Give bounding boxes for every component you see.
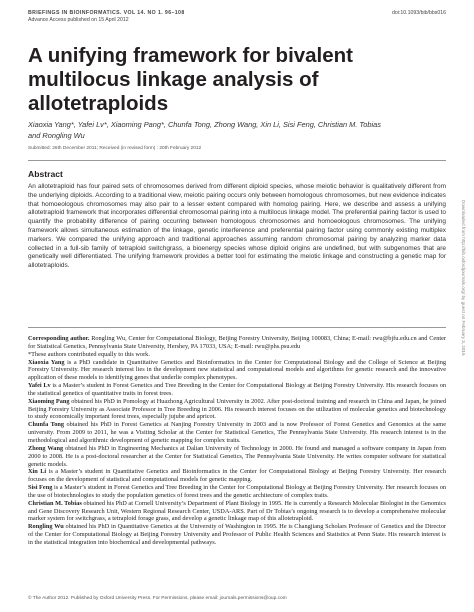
note-equal-contribution bbox=[28, 351, 446, 359]
abstract-heading: Abstract bbox=[28, 169, 63, 179]
note-bio bbox=[28, 523, 446, 547]
note-name: Zhong Wang bbox=[28, 444, 64, 452]
note-text: is a PhD candidate in Quantitative Genetics and Bioinformatics in the Center for Computational Biology and the College of Science at Beijing Forestry University. Her research interest lies in the development new statistical and computational models and algorithms for genetic research and the innovative application of these models to identifying genes that underlie complex phenotypes. bbox=[28, 358, 446, 382]
running-header bbox=[28, 10, 446, 24]
note-name: Chunfa Tong bbox=[28, 421, 65, 429]
note-name: Christian M. Tobias bbox=[28, 499, 82, 507]
note-bio bbox=[28, 484, 446, 500]
note-bio bbox=[28, 500, 446, 524]
note-text: Rongling Wu, Center for Computational Biology, Beijing Forestry University, Beijing 100083, China; E-mail: rwu@bjfu.edu.cn and Center for Statistical Genetics, Pennsylvania State University, Hershey, PA 17033, USA; E-mail: rwu@phs.psu.edu bbox=[28, 335, 446, 350]
note-bio bbox=[28, 421, 446, 445]
note-bio bbox=[28, 445, 446, 469]
note-name: Xin Li bbox=[28, 468, 47, 476]
submission-dates: Submitted: 26th December 2011; Received (in revised form) : 20th February 2012 bbox=[28, 146, 202, 151]
journal-citation: BRIEFINGS IN BIOINFORMATICS. VOL 14. NO 1. 96–108 bbox=[28, 10, 185, 16]
note-name: Yafei Lv bbox=[28, 382, 51, 390]
author-line-1: Xiaoxia Yang*, Yafei Lv*, Xiaoming Pang*, Chunfa Tong, Zhong Wang, Xin Li, Sisi Feng, Christian M. Tobias bbox=[28, 120, 381, 129]
download-watermark-text: Downloaded from http://bib.oxfordjournals.org/ by guest on February 3, 2016 bbox=[461, 200, 466, 356]
note-text: obtained his PhD in Quantitative Genetics at the University of Washington in 1995. He is Changjiang Scholars Professor of Genetics and the Director of the Center for Computational Biology at Beijing Forestry University and Professor of Public Health Sciences and Statistics at Penn State. His research interest is in the statistical integration into biochemical and developmental pathways. bbox=[28, 523, 446, 546]
note-name: Xiaoxia Yang bbox=[28, 358, 65, 366]
note-bio bbox=[28, 468, 446, 484]
note-text: is a Master’s student in Forest Genetics and Tree Breeding in the Center for Computational Biology at Beijing Forestry University. Her research focuses on the use of biotechnologies to study the population genetics of forest trees and the genetic architecture of complex traits. bbox=[28, 484, 447, 499]
doi-label: doi:10.1093/bib/bbs016 bbox=[392, 10, 446, 16]
abstract-body: An allotetraploid has four paired sets of chromosomes derived from different diploid species, whose meiotic behavior is qualitatively different from the underlying diploids. According to a traditional view, meiotic pairing occurs only between homologous chromosomes, but new evidence indicates that homoeologous chromosomes may also pair to a lesser extent compared with homolog pairing. Here, we describe and assess a unifying allotetraploid framework that incorporates differential chromosomal pairing into a multilocus linkage model. The preferential pairing factor is used to quantify the probability difference of pairing occurring between homologous chromosomes and homoeologous chromosomes. The unifying framework allows simultaneous estimation of the linkage, genetic interference and preferential pairing factor using commonly existing multiplex markers. We compared the unifying approach and traditional approaches assuming random chromosomal pairing by analyzing marker data collected in a full-sib family of tetraploid switchgrass, a bioenergy species whose diploid origins are undefined, but with subgenomes that are genetically well differentiated. The unifying framework provides a better tool for estimating the meiotic linkage and constructing a genetic map for allotetraploids. bbox=[28, 183, 446, 270]
download-watermark bbox=[457, 200, 467, 580]
note-name: Rongling Wu bbox=[28, 523, 64, 531]
note-text: obtained his PhD in Forest Genetics at Nanjing Forestry University in 2003 and is now Professor of Forest Genetics and Genomics at the same university. From 2009 to 2011, he was a Visiting Scholar at the Center for Statistical Genetics, The Pennsylvania State University. His research interest is in the methodological and algorithmic development of genetic mapping for complex traits. bbox=[28, 421, 446, 444]
note-text: *These authors contributed equally to this work. bbox=[28, 350, 150, 358]
note-bio bbox=[28, 398, 446, 422]
note-name: Corresponding author. bbox=[28, 335, 90, 342]
divider-bottom bbox=[28, 327, 446, 328]
note-corresponding bbox=[28, 335, 446, 351]
note-text: obtained his PhD in Engineering Mechanics at Dalian University of Technology in 2000. He found and managed a software company in Japan from 2000 to 2008. He is a post-doctoral researcher at the Center for Statistical Genetics, The Pennsylvania State University. He writes computer software for statistical genetic models. bbox=[28, 444, 446, 468]
note-text: is a Master’s student in Forest Genetics and Tree Breeding in the Center for Computational Biology at Beijing Forestry University. His research focuses on the statistical genetics of quantitative traits in forest trees. bbox=[28, 382, 447, 397]
note-name: Xiaoming Pang bbox=[28, 397, 70, 405]
divider-top bbox=[28, 160, 446, 161]
note-bio bbox=[28, 382, 446, 398]
note-name: Sisi Feng bbox=[28, 484, 53, 492]
advance-access-note: Advance Access published on 15 April 2012 bbox=[28, 17, 129, 23]
note-text: obtained his PhD at Cornell University’s Department of Plant Biology in 1995. He is currently a Research Molecular Biologist in the Genomics and Gene Discovery Research Unit, Western Regional Research Center, USDA-ARS. Part of Dr Tobias’s ongoing research is to develop a comprehensive molecular marker system for switchgrass, a tetraploid forage grass, and develop a genetic linkage map of this allotetraploid. bbox=[28, 499, 446, 523]
author-line-2: and Rongling Wu bbox=[28, 130, 85, 140]
note-text: is a Master’s student in Quantitative Genetics and Bioinformatics in the Center for Computational Biology at Beijing Forestry University. Her research focuses on the development of statistical and computational models for genetic mapping. bbox=[28, 468, 446, 484]
author-notes bbox=[28, 335, 446, 547]
copyright-footer: © The Author 2012. Published by Oxford University Press. For Permissions, please email: journals.permissions@oup.com bbox=[28, 596, 287, 601]
note-text: obtained his PhD in Pomology at Huazhong Agricultural University in 2002. After post-doctoral training and research in China and Japan, he joined Beijing Forestry University as Associate Professor in Tree Breeding in 2006. His research interest focuses on the utilization of molecular genetics and biotechnology to study economically important forest trees, especially jujube and apricot. bbox=[28, 397, 447, 421]
author-list bbox=[28, 120, 428, 141]
note-bio bbox=[28, 359, 446, 383]
paper-title: A unifying framework for bivalent multilocus linkage analysis of allotetraploids bbox=[28, 44, 354, 115]
